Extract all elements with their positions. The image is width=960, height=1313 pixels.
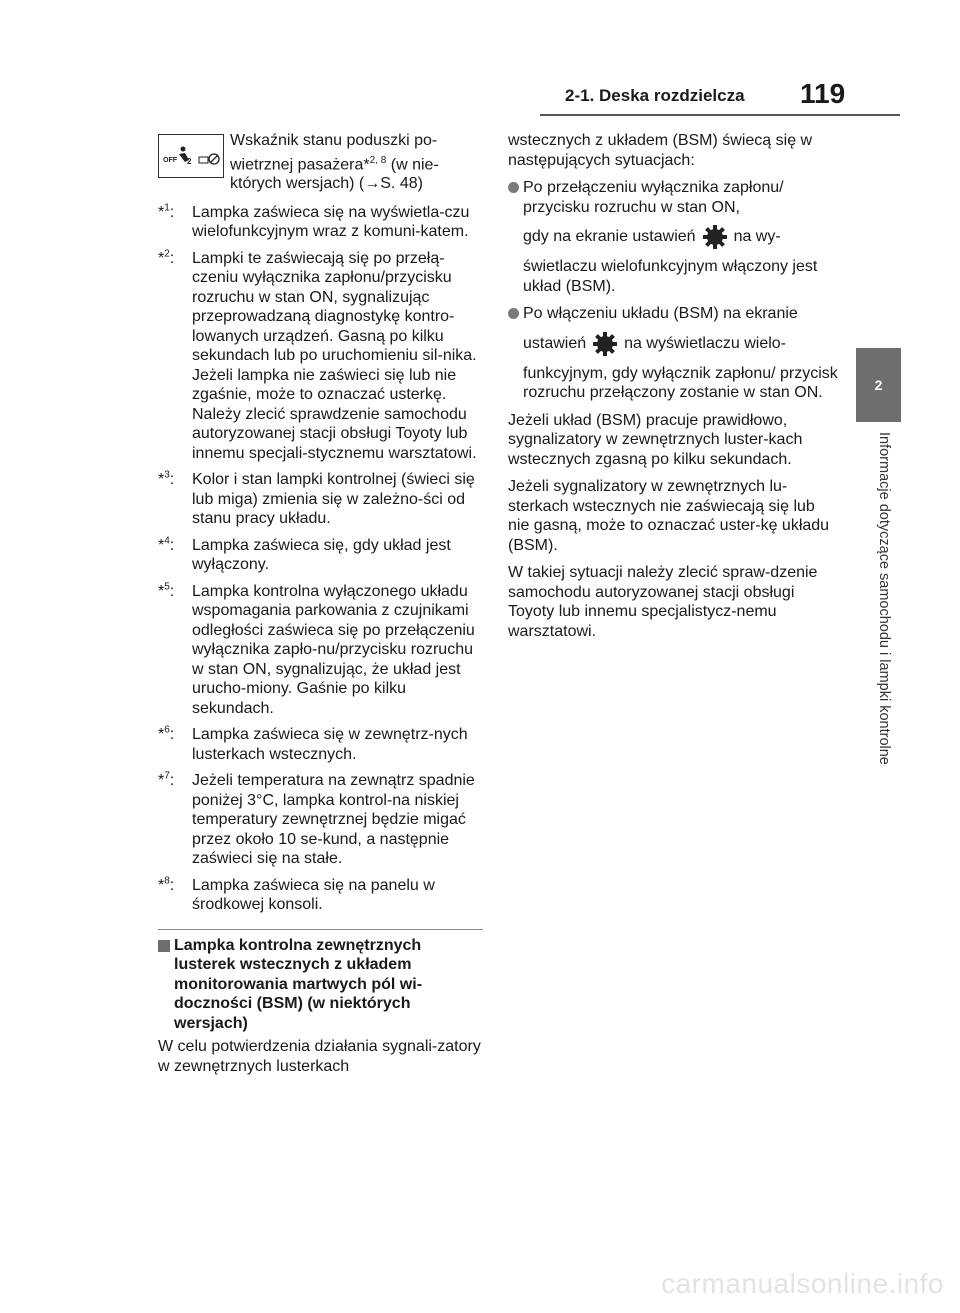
bullet-text: funkcyjnym, gdy wyłącznik zapłonu/ przycisk rozruchu przełączony zostanie w stan ON. — [523, 364, 838, 401]
list-item — [508, 178, 838, 296]
footnote-text: Lampka zaświeca się, gdy układ jest wyłączony. — [192, 536, 451, 574]
list-item — [508, 304, 838, 403]
footnote-mark: *$^1$: — [158, 202, 175, 221]
subsection-heading — [158, 936, 483, 1034]
footnote-text: Lampka zaświeca się na wyświetla-czu wielofunkcyjnym wraz z komuni-katem. — [192, 203, 470, 241]
footnote-mark: *$^6$: — [158, 725, 175, 744]
footnote-text: Lampka zaświeca się na panelu w środkowej konsoli. — [192, 876, 435, 914]
left-column — [158, 131, 483, 1076]
square-bullet-icon — [158, 940, 170, 952]
indicator-text: Wskaźnik stanu poduszki po-wietrznej pasażera — [230, 132, 438, 173]
continuation-text: wstecznych z układem (BSM) świecą się w następujących sytuacjach: — [508, 132, 813, 169]
footnote-mark: *$^3$: — [158, 470, 175, 489]
footnote — [158, 582, 483, 719]
bullet-text: na wy- — [733, 228, 781, 246]
footnote — [158, 771, 483, 869]
footnote-mark: *$^4$: — [158, 535, 175, 554]
footnote-text: Jeżeli temperatura na zewnątrz spadnie poniżej 3°C, lampka kontrol-na niskiej temperatury zewnętrznej będzie migać przez około 10 se-kund, a następnie zaświeci się na stałe. — [192, 772, 475, 868]
subsection-divider — [158, 929, 483, 930]
footnote-mark: *$^7$: — [158, 771, 175, 790]
footnote-mark: *$^2$: — [158, 248, 175, 267]
footnote-text: Lampki te zaświecają się po przełą-czeniu wyłącznika zapłonu/przycisku rozruchu w stan ON, sygnalizując przeprowadzaną diagnostykę kontro-lowanych urządzeń. Gasną po kilku sekundach lub po uruchomieniu sil-nika. Jeżeli lampka nie zaświeci się lub nie zgaśnie, może to oznaczać usterkę. Należy zlecić sprawdzenie samochodu autoryzowanej stacji obsługi Toyoty lub innemu specjali-stycznemu warsztatowi. — [192, 249, 477, 462]
subsection-heading-text: Lampka kontrolna zewnętrznych lusterek wstecznych z układem monitorowania martwych pól wi-doczności (BSM) (w niektórych wersjach) — [174, 936, 423, 1032]
bullet-text: ustawień — [523, 334, 587, 352]
settings-gear-icon — [592, 331, 618, 357]
footnote-mark: *$^5$: — [158, 581, 175, 600]
header-rule — [540, 114, 900, 116]
footnote — [158, 876, 483, 915]
bullet-text: Po przełączeniu wyłącznika zapłonu/ przycisku rozruchu w stan ON, — [523, 179, 784, 216]
subsection-intro: W celu potwierdzenia działania sygnali-zatory w zewnętrznych lusterkach — [158, 1038, 481, 1075]
watermark: carmanualsonline.info — [661, 1268, 944, 1299]
page-number: 119 — [800, 78, 846, 109]
footnote-mark: *$^8$: — [158, 875, 175, 894]
header-section-title: 2-1. Deska rozdzielcza — [565, 86, 745, 105]
footnote — [158, 249, 483, 464]
bullet-text: świetlaczu wielofunkcyjnym włączony jest układ (BSM). — [523, 258, 818, 295]
footnote-text: Kolor i stan lampki kontrolnej (świeci się lub miga) zmienia się w zależno-ści od stanu pracy układu. — [192, 471, 475, 528]
indicator-entry — [158, 131, 483, 194]
bullet-text: Po włączeniu układu (BSM) na ekranie — [523, 305, 798, 322]
paragraph: W takiej sytuacji należy zlecić spraw-dzenie samochodu autoryzowanej stacji obsługi Toyoty lub innemu specjalistycz-nemu warsztatowi. — [508, 564, 818, 640]
footnote-text: Lampka kontrolna wyłączonego układu wspomagania parkowania z czujnikami odległości zaświeca się po przełączeniu wyłącznika zapło-nu/przycisku rozruchu w stan ON, sygnalizując, że układ jest urucho-miony. Gaśnie po kilku sekundach. — [192, 582, 475, 717]
chapter-side-label: Informacje dotyczące samochodu i lampki kontrolne — [876, 432, 892, 765]
chapter-tab — [856, 348, 901, 422]
settings-gear-icon — [702, 224, 728, 250]
paragraph: Jeżeli układ (BSM) pracuje prawidłowo, sygnalizatory w zewnętrznych luster-kach wstecznych zgasną po kilku sekundach. — [508, 411, 803, 468]
airbag-off-indicator-icon — [158, 134, 224, 178]
chapter-tab-number: 2 — [874, 377, 883, 393]
bullet-dot-icon — [508, 308, 519, 319]
footnote-text: Lampka zaświeca się w zewnętrz-nych lusterkach wstecznych. — [192, 726, 468, 763]
footnote — [158, 470, 483, 529]
bullet-text: gdy na ekranie ustawień — [523, 228, 696, 246]
svg-text:2: 2 — [187, 157, 192, 166]
indicator-text-rest: (w nie-których wersjach) (→S. 48) — [230, 155, 439, 193]
paragraph: Jeżeli sygnalizatory w zewnętrznych lu-sterkach wstecznych nie zaświecają się lub nie gasną, może to oznaczać uster-kę układu (BSM). — [508, 478, 830, 554]
right-column — [508, 131, 838, 649]
bullet-text: na wyświetlaczu wielo- — [624, 334, 786, 352]
footnote — [158, 203, 483, 242]
svg-text:OFF: OFF — [163, 157, 177, 164]
indicator-description: Wskaźnik stanu poduszki po-wietrznej pasażera*$^{2, 8}$ (w nie-których wersjach) (→S. 48) — [230, 132, 439, 193]
footnote — [158, 536, 483, 575]
indicator-footnote-ref: 2, 8 — [369, 154, 387, 166]
footnote — [158, 725, 483, 764]
bullet-dot-icon — [508, 182, 519, 193]
